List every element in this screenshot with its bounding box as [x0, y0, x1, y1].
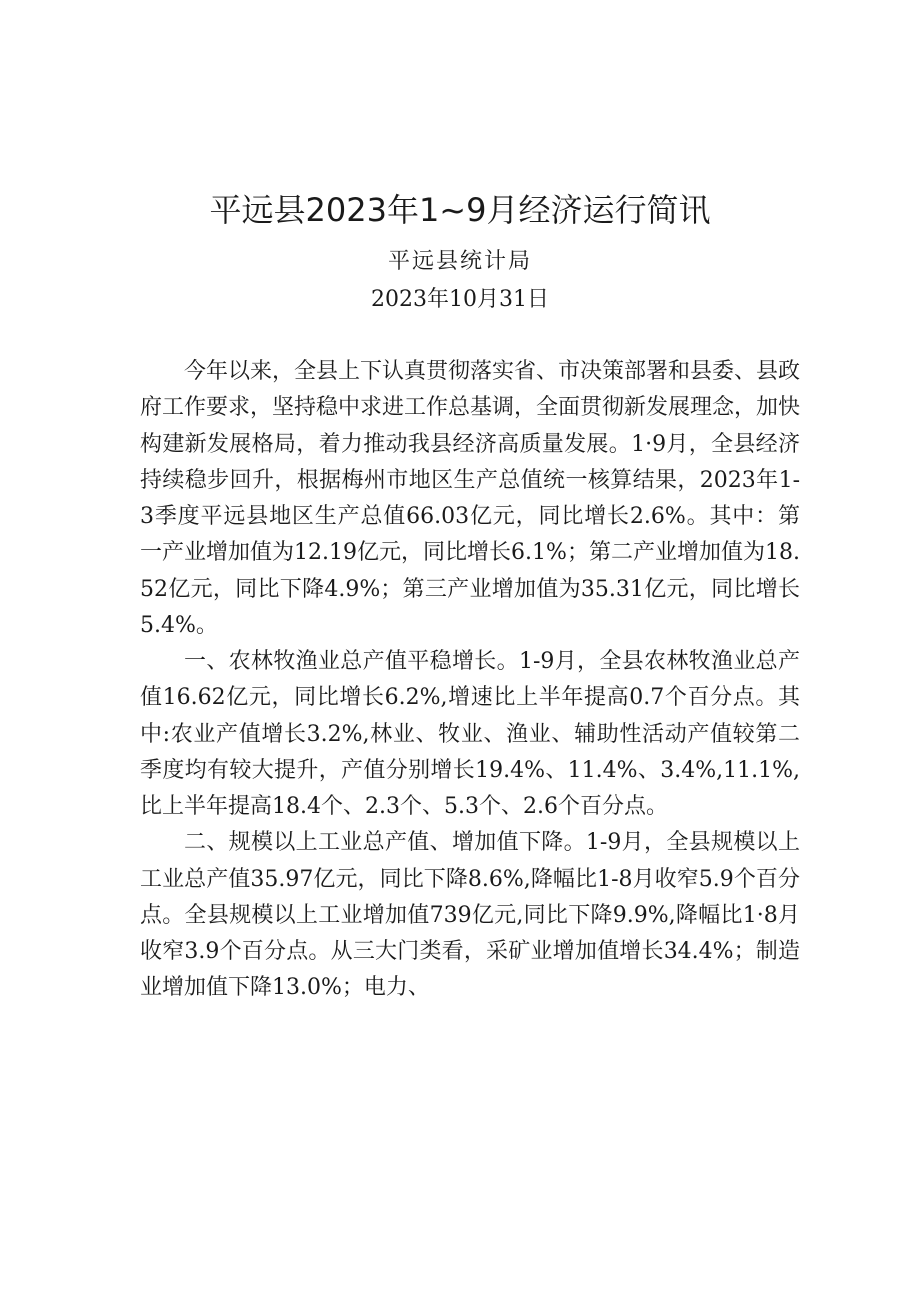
document-body — [140, 354, 800, 1007]
issuing-organization: 平远县统计局 — [387, 249, 532, 274]
paragraph-intro: 今年以来，全县上下认真贯彻落实省、市决策部署和县委、县政府工作要求，坚持稳中求进工作总基调，全面贯彻新发展理念，加快构建新发展格局，着力推动我县经济高质量发展。1·9月，全县经济持续稳步回升，根据梅州市地区生产总值统一核算结果，2023年1-3季度平远县地区生产总值66.03亿元，同比增长2.6%。其中：第一产业增加值为12.19亿元，同比增长6.1%；第二产业增加值为18.52亿元，同比下降4.9%；第三产业增加值为35.31亿元，同比增长5.4%。 — [140, 359, 801, 638]
issue-date: 2023年10月31日 — [371, 287, 549, 312]
document-title: 平远县2023年1~9月经济运行简讯 — [209, 191, 711, 229]
paragraph-agriculture: 一、农林牧渔业总产值平稳增长。1-9月，全县农林牧渔业总产值16.62亿元，同比增长6.2%,增速比上半年提高0.7个百分点。其中:农业产值增长3.2%,林业、牧业、渔业、辅助性活动产值较第二季度均有较大提升，产值分别增长19.4%、11.4%、3.4%,11.1%,比上半年提高18.4个、2.3个、5.3个、2.6个百分点。 — [140, 649, 800, 819]
paragraph-industry: 二、规模以上工业总产值、增加值下降。1-9月，全县规模以上工业总产值35.97亿元，同比下降8.6%,降幅比1-8月收窄5.9个百分点。全县规模以上工业增加值739亿元,同比下降9.9%,降幅比1·8月收窄3.9个百分点。从三大门类看，采矿业增加值增长34.4%；制造业增加值下降13.0%；电力、 — [140, 830, 800, 1001]
